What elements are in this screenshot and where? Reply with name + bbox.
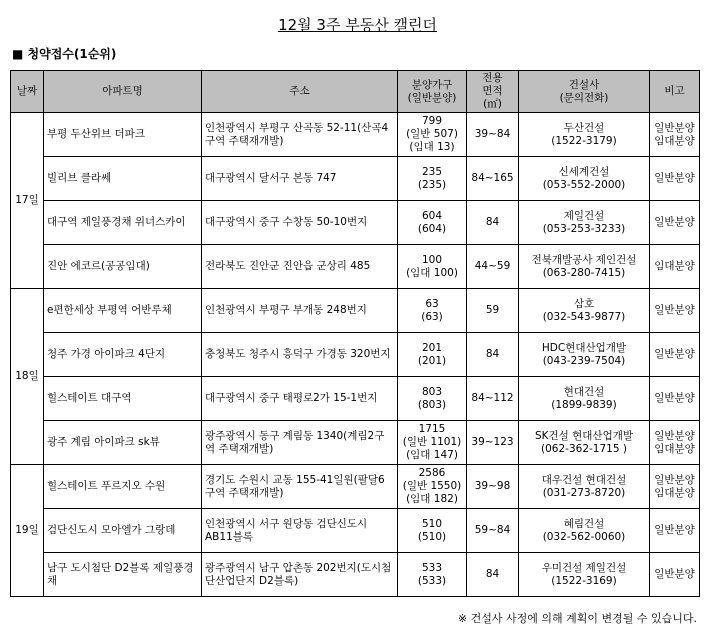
note: 일반분양 임대분양 (650, 113, 700, 157)
area: 84 (467, 553, 519, 597)
page-title: 12월 3주 부동산 캘린더 (278, 16, 437, 34)
header-apartment: 아파트명 (44, 71, 202, 113)
apartment-name: 빌리브 클라쎄 (44, 157, 202, 201)
builder: 두산건설 (1522-3179) (519, 113, 650, 157)
apartment-name: 광주 계림 아이파크 sk뷰 (44, 421, 202, 465)
units: 201 (201) (398, 333, 467, 377)
address: 대구광역시 달서구 본동 747 (202, 157, 398, 201)
apartment-name: 진안 에코르(공공임대) (44, 245, 202, 289)
apartment-name: 검단신도시 모아엘가 그랑데 (44, 509, 202, 553)
note: 일반분양 (650, 333, 700, 377)
builder: 현대건설 (1899-9839) (519, 377, 650, 421)
apartment-name: e편한세상 부평역 어반루체 (44, 289, 202, 333)
area: 39~98 (467, 465, 519, 509)
builder: 대우건설 현대건설 (031-273-8720) (519, 465, 650, 509)
units: 1715 (일반 1101) (임대 147) (398, 421, 467, 465)
header-units: 분양가구 (일반분양) (398, 71, 467, 113)
address: 인천광역시 부평구 부개동 248번지 (202, 289, 398, 333)
note: 일반분양 임대분양 (650, 421, 700, 465)
units: 799 (일반 507) (임대 13) (398, 113, 467, 157)
builder: SK건설 현대산업개발 (062-362-1715 ) (519, 421, 650, 465)
apartment-name: 청주 가경 아이파크 4단지 (44, 333, 202, 377)
header-address: 주소 (202, 71, 398, 113)
date-cell: 18일 (11, 289, 44, 465)
address: 광주광역시 동구 계림동 1340(계림2구역 주택재개발) (202, 421, 398, 465)
note: 일반분양 (650, 377, 700, 421)
table-row (11, 333, 700, 377)
builder: 제일건설 (053-253-3233) (519, 201, 650, 245)
header-date: 날짜 (11, 71, 44, 113)
section-label: ■ 청약접수(1순위) (12, 47, 117, 61)
address: 인천광역시 부평구 산곡동 52-11(산곡4구역 주택재개발) (202, 113, 398, 157)
apartment-name: 힐스테이트 푸르지오 수원 (44, 465, 202, 509)
builder: 삼호 (032-543-9877) (519, 289, 650, 333)
note: 일반분양 임대분양 (650, 465, 700, 509)
note: 일반분양 (650, 201, 700, 245)
address: 광주광역시 남구 압촌동 202번지(도시첨단산업단지 D2블록) (202, 553, 398, 597)
note: 일반분양 (650, 553, 700, 597)
calendar-table (10, 70, 700, 597)
header-area: 전용 면적 (㎡) (467, 71, 519, 113)
table-row (11, 113, 700, 157)
units: 2586 (일반 1550) (임대 182) (398, 465, 467, 509)
date-cell: 17일 (11, 113, 44, 289)
table-row (11, 421, 700, 465)
note: 일반분양 (650, 289, 700, 333)
area: 84 (467, 201, 519, 245)
note: 일반분양 (650, 157, 700, 201)
units: 100 (임대 100) (398, 245, 467, 289)
area: 84~165 (467, 157, 519, 201)
area: 39~123 (467, 421, 519, 465)
address: 인천광역시 서구 원당동 검단신도시 AB11블록 (202, 509, 398, 553)
units: 510 (510) (398, 509, 467, 553)
table-row (11, 509, 700, 553)
apartment-name: 대구역 제일풍경채 위너스카이 (44, 201, 202, 245)
units: 803 (803) (398, 377, 467, 421)
header-row (11, 71, 700, 113)
address: 대구광역시 중구 수창동 50-10번지 (202, 201, 398, 245)
area: 59 (467, 289, 519, 333)
builder: 전북개발공사 제인건설 (063-280-7415) (519, 245, 650, 289)
builder: HDC현대산업개발 (043-239-7504) (519, 333, 650, 377)
date-cell: 19일 (11, 465, 44, 597)
table-row (11, 465, 700, 509)
area: 59~84 (467, 509, 519, 553)
area: 84 (467, 333, 519, 377)
table-row (11, 553, 700, 597)
area: 84~112 (467, 377, 519, 421)
builder: 우미건설 제일건설 (1522-3169) (519, 553, 650, 597)
units: 533 (533) (398, 553, 467, 597)
table-row (11, 289, 700, 333)
address: 경기도 수원시 교동 155-41일원(팔달6구역 주택재개발) (202, 465, 398, 509)
note: 임대분양 (650, 245, 700, 289)
builder: 혜림건설 (032-562-0060) (519, 509, 650, 553)
apartment-name: 남구 도시첨단 D2블록 제일풍경채 (44, 553, 202, 597)
table-row (11, 245, 700, 289)
table-row (11, 157, 700, 201)
units: 604 (604) (398, 201, 467, 245)
note: 일반분양 (650, 509, 700, 553)
header-note: 비고 (650, 71, 700, 113)
units: 235 (235) (398, 157, 467, 201)
footnote: ※ 건설사 사정에 의해 계획이 변경될 수 있습니다. (457, 612, 697, 625)
header-builder: 건설사 (문의전화) (519, 71, 650, 113)
table-row (11, 201, 700, 245)
area: 39~84 (467, 113, 519, 157)
table-row (11, 377, 700, 421)
area: 44~59 (467, 245, 519, 289)
units: 63 (63) (398, 289, 467, 333)
builder: 신세계건설 (053-552-2000) (519, 157, 650, 201)
apartment-name: 힐스테이트 대구역 (44, 377, 202, 421)
address: 충청북도 청주시 흥덕구 가경동 320번지 (202, 333, 398, 377)
address: 대구광역시 중구 태평로2가 15-1번지 (202, 377, 398, 421)
address: 전라북도 진안군 진안읍 군상리 485 (202, 245, 398, 289)
apartment-name: 부평 두산위브 더파크 (44, 113, 202, 157)
